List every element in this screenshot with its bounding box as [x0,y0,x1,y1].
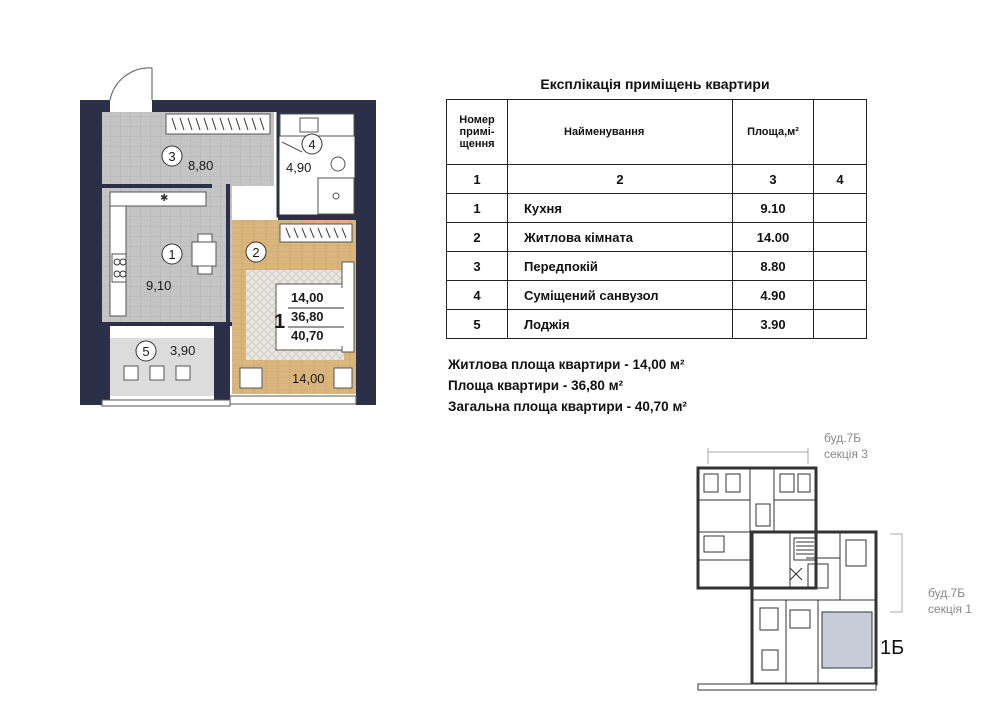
room-area-1: 9,10 [146,278,172,293]
building-scheme-drawing [690,440,920,696]
room-area-2: 14,00 [292,371,325,386]
header-area: Площа,м² [733,100,814,165]
room-marker-3 [162,146,182,166]
table-header-row [447,100,867,165]
svg-text:2: 2 [252,245,260,260]
section3-label: буд.7Б секція 3 [824,431,868,461]
table-row: 5 Лоджія 3.90 [447,310,867,339]
wall-right [356,100,376,405]
room-area-3: 8,80 [188,158,214,173]
svg-text:4: 4 [308,137,316,152]
apartment-number: 1 [274,311,286,333]
summary-apartment: Площа квартири - 36,80 м² [448,378,624,393]
wall-top-right [152,100,376,112]
room-area-5: 3,90 [170,343,196,358]
highlighted-unit [822,612,872,668]
entry-door [110,68,152,100]
room-marker-5 [136,341,156,361]
table-row: 3 Передпокій 8.80 [447,252,867,281]
room-marker-2 [246,242,266,262]
wall-top [80,100,110,112]
table-index-row: 1 2 3 4 [447,165,867,194]
wall-left [80,100,102,405]
room-marker-4 [302,134,322,154]
unit-label: 1Б [880,637,905,659]
total-area: 40,70 [291,328,324,343]
svg-text:5: 5 [142,344,150,359]
svg-text:✱: ✱ [160,193,169,204]
room-marker-1 [162,244,182,264]
floor-plan-drawing [80,66,380,411]
room-area-4: 4,90 [286,160,312,175]
section1-label: буд.7Б секція 1 [928,586,972,616]
summary-total: Загальна площа квартири - 40,70 м² [448,399,687,414]
total-apartment: 36,80 [291,309,324,324]
explication-table [446,99,867,339]
header-number: Номер примі- щення [447,100,508,165]
header-extra [814,100,867,165]
svg-text:3: 3 [168,149,176,164]
svg-text:1: 1 [168,247,176,262]
floor-plan [80,66,380,416]
explication-title: Експлікація приміщень квартири [540,76,770,92]
table-row: 4 Суміщений санвузол 4.90 [447,281,867,310]
total-living: 14,00 [291,290,324,305]
table-row: 1 Кухня 9.10 [447,194,867,223]
summary-living: Житлова площа квартири - 14,00 м² [448,357,685,372]
table-row: 2 Житлова кімната 14.00 [447,223,867,252]
header-name: Найменування [508,100,733,165]
building-scheme [690,440,920,701]
